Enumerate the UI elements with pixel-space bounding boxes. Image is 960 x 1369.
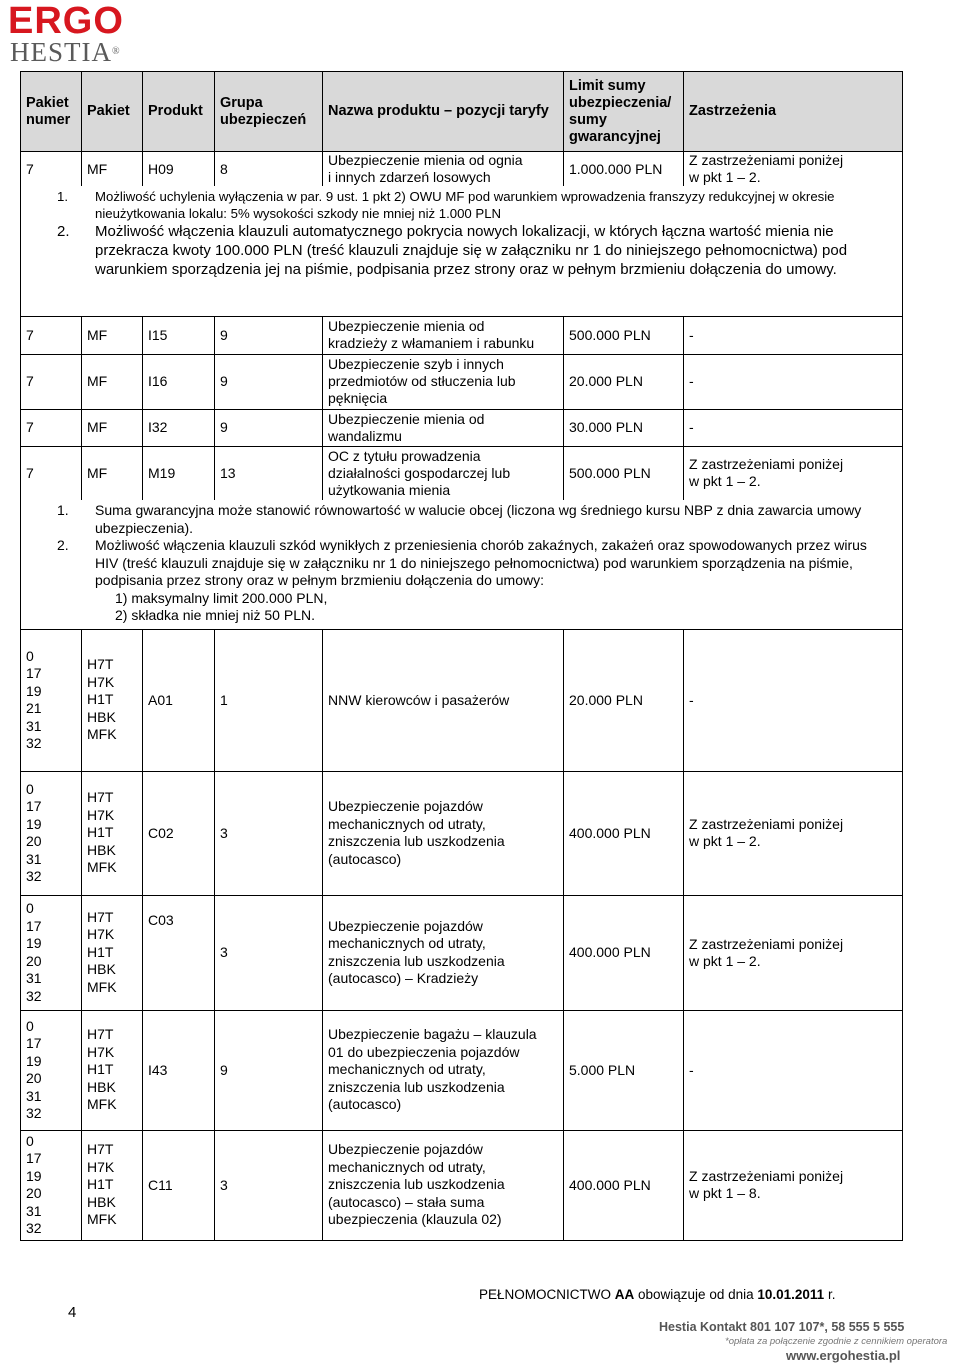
note-m19-sub1: 1) maksymalny limit 200.000 PLN, <box>115 589 328 606</box>
notes-mf <box>21 186 903 316</box>
cell-pakiet: H7T H7K H1T HBK MFK <box>82 895 143 1010</box>
cell-limit: 1.000.000 PLN <box>564 152 684 187</box>
cell-grupa: 3 <box>215 1130 323 1240</box>
cell-nazwa: NNW kierowców i pasażerów <box>323 629 564 771</box>
cell-limit: 5.000 PLN <box>564 1010 684 1130</box>
note-m19-2: 2. Możliwość włączenia klauzuli szkód wynikłych z przeniesienia chorób zakaźnych, zakażeń oraz spowodowanych przez wirus HIV (treść klauzuli znajduje się w załączniku nr 1 do niniejszego pełnomocnictwa) pod warunkiem sporządzenia na piśmie, podpisania przez strony oraz w pełnym brzmieniu dołączenia do umowy: 1) maksymalny limit 200.000 PLN, 2) składka nie mniej niż 50 PLN. <box>29 537 894 625</box>
table-row-i15 <box>21 316 903 354</box>
logo-ergo: ERGO <box>8 0 124 42</box>
cell-numer: 7 <box>21 152 82 187</box>
cell-numer: 0 17 19 20 31 32 <box>21 1010 82 1130</box>
cell-grupa: 13 <box>215 446 323 500</box>
cell-grupa: 3 <box>215 895 323 1010</box>
cell-nazwa: Ubezpieczenie pojazdów mechanicznych od utraty, zniszczenia lub uszkodzenia (autocasco) – Kradzieży <box>323 895 564 1010</box>
note-m19-sub2: 2) składka nie mniej niż 50 PLN. <box>115 607 315 623</box>
cell-nazwa: Ubezpieczenie mienia od ognia i innych zdarzeń losowych <box>323 152 564 187</box>
note-m19-1: 1. Suma gwarancyjna może stanowić równowartość w walucie obcej (liczona wg średniego kursu NBP z dnia zawarcia umowy ubezpieczenia). <box>57 502 862 536</box>
cell-numer: 0 17 19 20 31 32 <box>21 1130 82 1240</box>
cell-pakiet: H7T H7K H1T HBK MFK <box>82 1010 143 1130</box>
cell-nazwa: Ubezpieczenie pojazdów mechanicznych od utraty, zniszczenia lub uszkodzenia (autocasco) – stała suma ubezpieczenia (klauzula 02) <box>323 1130 564 1240</box>
cell-zastrzezenia: Z zastrzeżeniami poniżej w pkt 1 – 2. <box>684 152 903 187</box>
cell-produkt: I16 <box>143 354 215 409</box>
cell-limit: 500.000 PLN <box>564 446 684 500</box>
cell-pakiet: H7T H7K H1T HBK MFK <box>82 1130 143 1240</box>
cell-numer: 0 17 19 20 31 32 <box>21 895 82 1010</box>
hestia-kontakt-note: *opłata za połączenie zgodnie z cennikiem operatora <box>725 1336 948 1347</box>
header-grupa: Grupa ubezpieczeń <box>215 72 323 152</box>
cell-produkt: I43 <box>143 1010 215 1130</box>
cell-zastrzezenia: - <box>684 409 903 446</box>
cell-zastrzezenia: Z zastrzeżeniami poniżej w pkt 1 – 2. <box>684 895 903 1010</box>
cell-nazwa: Ubezpieczenie pojazdów mechanicznych od utraty, zniszczenia lub uszkodzenia (autocasco) <box>323 771 564 895</box>
footer-title: PEŁNOMOCNICTWO AA obowiązuje od dnia 10.01.2011 r. <box>479 1287 836 1302</box>
note-mf-2: 2. Możliwość włączenia klauzuli automatycznego pokrycia nowych lokalizacji, w których łączna wartość mienia nie przekracza kwoty 100.000 PLN (treść klauzuli znajduje się w załączniku nr 1 do niniejszego pełnomocnictwa) pod warunkiem sporządzenia jej na piśmie, podpisania przez strony oraz w pełnym brzmieniu dołączenia do umowy. <box>57 223 848 278</box>
cell-grupa: 9 <box>215 316 323 354</box>
cell-grupa: 8 <box>215 152 323 187</box>
cell-produkt: H09 <box>143 152 215 187</box>
header-pakiet-numer: Pakiet numer <box>21 72 82 152</box>
table-row-i16 <box>21 354 903 409</box>
table-row-c02 <box>21 771 903 895</box>
cell-numer: 7 <box>21 316 82 354</box>
cell-zastrzezenia: - <box>684 1010 903 1130</box>
cell-produkt: C11 <box>143 1130 215 1240</box>
cell-produkt: M19 <box>143 446 215 500</box>
cell-numer: 0 17 19 21 31 32 <box>21 629 82 771</box>
cell-pakiet: MF <box>82 409 143 446</box>
note-mf-1: 1. Możliwość uchylenia wyłączenia w par. 9 ust. 1 pkt 2) OWU MF pod warunkiem wprowadzenia franszyzy redukcyjnej w okresie nieużytkowania lokalu: 5% wysokości szkody nie mniej niż 1.000 PLN <box>57 189 835 221</box>
cell-limit: 30.000 PLN <box>564 409 684 446</box>
table-row-a01 <box>21 629 903 771</box>
cell-pakiet: H7T H7K H1T HBK MFK <box>82 771 143 895</box>
cell-limit: 500.000 PLN <box>564 316 684 354</box>
cell-pakiet: H7T H7K H1T HBK MFK <box>82 629 143 771</box>
cell-nazwa: OC z tytułu prowadzenia działalności gospodarczej lub użytkowania mienia <box>323 446 564 500</box>
table-row-c11 <box>21 1130 903 1240</box>
cell-nazwa: Ubezpieczenie mienia od kradzieży z włamaniem i rabunku <box>323 316 564 354</box>
table-row-i43 <box>21 1010 903 1130</box>
cell-grupa: 3 <box>215 771 323 895</box>
cell-grupa: 9 <box>215 354 323 409</box>
cell-produkt: A01 <box>143 629 215 771</box>
cell-nazwa: Ubezpieczenie mienia od wandalizmu <box>323 409 564 446</box>
table-row-h09 <box>21 152 903 187</box>
cell-grupa: 9 <box>215 409 323 446</box>
cell-grupa: 1 <box>215 629 323 771</box>
website-link[interactable]: www.ergohestia.pl <box>786 1348 901 1363</box>
cell-limit: 400.000 PLN <box>564 895 684 1010</box>
cell-limit: 400.000 PLN <box>564 771 684 895</box>
cell-zastrzezenia: - <box>684 629 903 771</box>
cell-produkt: C03 <box>143 895 215 1010</box>
cell-pakiet: MF <box>82 152 143 187</box>
table-row-m19 <box>21 446 903 500</box>
header-limit: Limit sumy ubezpieczenia/ sumy gwarancyjnej <box>564 72 684 152</box>
cell-pakiet: MF <box>82 354 143 409</box>
cell-produkt: I15 <box>143 316 215 354</box>
cell-produkt: C02 <box>143 771 215 895</box>
cell-nazwa: Ubezpieczenie bagażu – klauzula 01 do ubezpieczenia pojazdów mechanicznych od utraty, zniszczenia lub uszkodzenia (autocasco) <box>323 1010 564 1130</box>
cell-produkt: I32 <box>143 409 215 446</box>
cell-nazwa: Ubezpieczenie szyb i innych przedmiotów od stłuczenia lub pęknięcia <box>323 354 564 409</box>
cell-pakiet: MF <box>82 316 143 354</box>
products-table <box>20 71 903 1241</box>
cell-limit: 400.000 PLN <box>564 1130 684 1240</box>
cell-zastrzezenia: Z zastrzeżeniami poniżej w pkt 1 – 8. <box>684 1130 903 1240</box>
cell-numer: 7 <box>21 354 82 409</box>
cell-zastrzezenia: - <box>684 316 903 354</box>
cell-grupa: 9 <box>215 1010 323 1130</box>
header-nazwa: Nazwa produktu – pozycji taryfy <box>323 72 564 152</box>
header-produkt: Produkt <box>143 72 215 152</box>
hestia-kontakt: Hestia Kontakt 801 107 107*, 58 555 5 555 <box>659 1320 905 1334</box>
notes-row-m19 <box>21 500 903 629</box>
header-pakiet: Pakiet <box>82 72 143 152</box>
cell-limit: 20.000 PLN <box>564 354 684 409</box>
cell-numer: 0 17 19 20 31 32 <box>21 771 82 895</box>
header-zastrzezenia: Zastrzeżenia <box>684 72 903 152</box>
cell-zastrzezenia: Z zastrzeżeniami poniżej w pkt 1 – 2. <box>684 771 903 895</box>
cell-zastrzezenia: - <box>684 354 903 409</box>
cell-pakiet: MF <box>82 446 143 500</box>
cell-numer: 7 <box>21 409 82 446</box>
cell-limit: 20.000 PLN <box>564 629 684 771</box>
cell-zastrzezenia: Z zastrzeżeniami poniżej w pkt 1 – 2. <box>684 446 903 500</box>
header-row <box>21 72 903 152</box>
cell-numer: 7 <box>21 446 82 500</box>
table-row-i32 <box>21 409 903 446</box>
logo-hestia: HESTIA® <box>10 37 121 67</box>
table-row-c03 <box>21 895 903 1010</box>
notes-row-mf <box>21 186 903 316</box>
notes-m19 <box>21 500 903 629</box>
page-number: 4 <box>68 1304 77 1321</box>
